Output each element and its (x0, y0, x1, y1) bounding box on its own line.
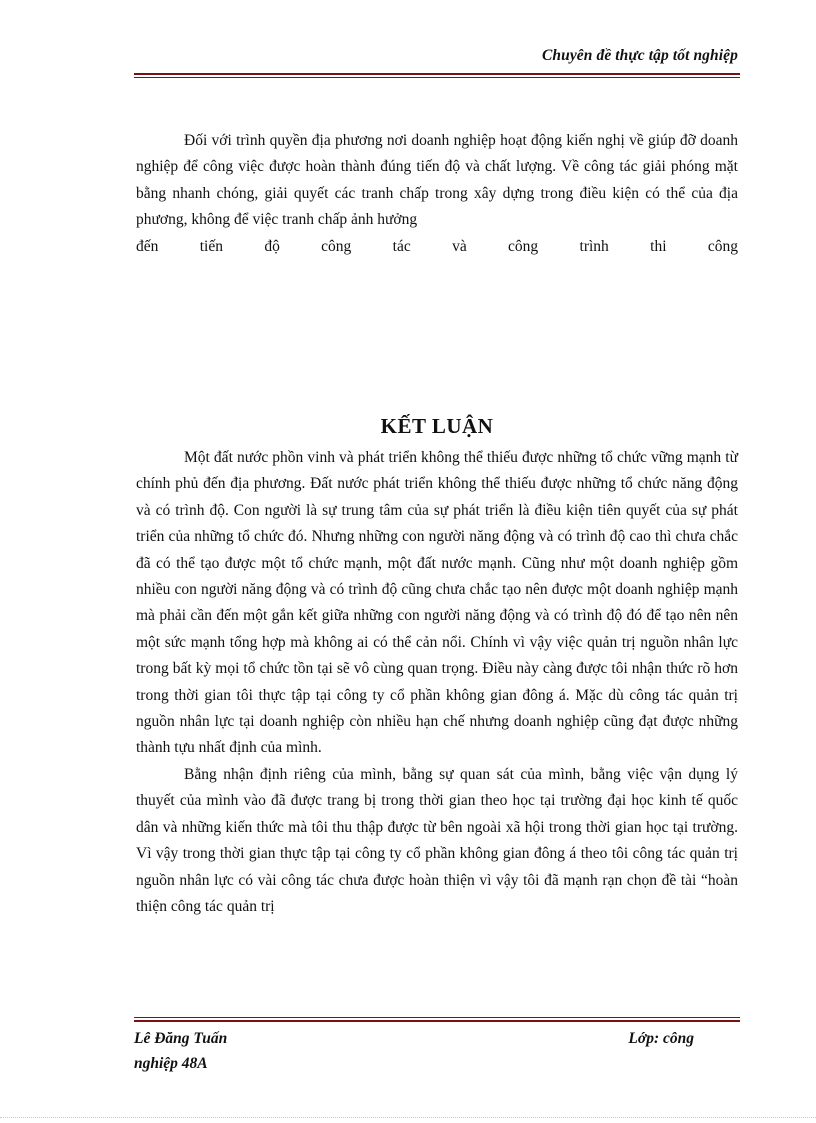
footer-rule (134, 1017, 740, 1022)
footer-author: Lê Đăng Tuấn (134, 1030, 228, 1047)
conclusion-heading: KẾT LUẬN (380, 414, 494, 438)
conclusion-section (136, 445, 738, 920)
intro-last-line: đến tiến độ công tác và công trình thi công (136, 237, 738, 255)
intro-section (136, 128, 738, 260)
footer-class-rest: nghiệp 48A (134, 1055, 208, 1072)
intro-paragraph: Đối với trình quyền địa phương nơi doanh nghiệp hoạt động kiến nghị về giúp đỡ doanh nghiệp để công việc được hoàn thành đúng tiến độ và chất lượng. Về công tác giải phóng mặt bằng nhanh chóng, giải quyết các tranh chấp trong xây dựng trong điều kiện có thể của địa phương, không để việc tranh chấp ảnh hưởng (136, 132, 738, 229)
header-rule (134, 73, 740, 78)
footer-class-label: Lớp: công (628, 1030, 694, 1047)
running-header: Chuyên đề thực tập tốt nghiệp (541, 47, 738, 64)
page-bottom-dotted-border (0, 1117, 816, 1118)
conclusion-paragraph-2: Bằng nhận định riêng của mình, bằng sự quan sát của mình, bằng việc vận dụng lý thuyết của mình vào đã được trang bị trong thời gian theo học tại trường đại học kinh tế quốc dân và những kiến thức mà tôi thu thập được từ bên ngoài xã hội trong thời gian học tại trường. Vì vậy trong thời gian thực tập tại công ty cổ phần không gian đông á theo tôi công tác quản trị nguồn nhân lực có vài công tác chưa được hoàn thiện vì vậy tôi đã mạnh rạn chọn đề tài “hoàn thiện công tác quản trị (136, 765, 738, 915)
page-footer (134, 1026, 694, 1076)
conclusion-paragraph-1: Một đất nước phồn vinh và phát triển không thể thiếu được những tổ chức vững mạnh từ chính phủ đến địa phương. Đất nước phát triển không thể thiếu được những tổ chức năng động và có trình độ. Con người là sự trung tâm của sự phát triển là điều kiện tiên quyết của sự phát triển của những tổ chức đó. Nhưng những con người năng động và có trình độ cao thì chưa chắc đã có thể tạo được một tổ chức mạnh, một đất nước mạnh. Cũng như một doanh nghiệp gồm nhiều con người năng động và có trình độ cũng chưa chắc tạo nên được một doanh nghiệp mạnh mà phải cần đến một gắn kết giữa những con người năng động và có trình độ đó để tạo nên nên một sức mạnh tổng hợp mà không ai có thể cản nổi. Chính vì vậy việc quản trị nguồn nhân lực trong bất kỳ mọi tổ chức tồn tại sẽ vô cùng quan trọng. Điều này càng được tôi nhận thức rõ hơn trong thời gian tôi thực tập tại công ty cổ phần không gian đông á. Mặc dù công tác quản trị nguồn nhân lực tại doanh nghiệp còn nhiều hạn chế nhưng doanh nghiệp cũng đạt được những thành tựu nhất định của mình. (136, 449, 738, 757)
